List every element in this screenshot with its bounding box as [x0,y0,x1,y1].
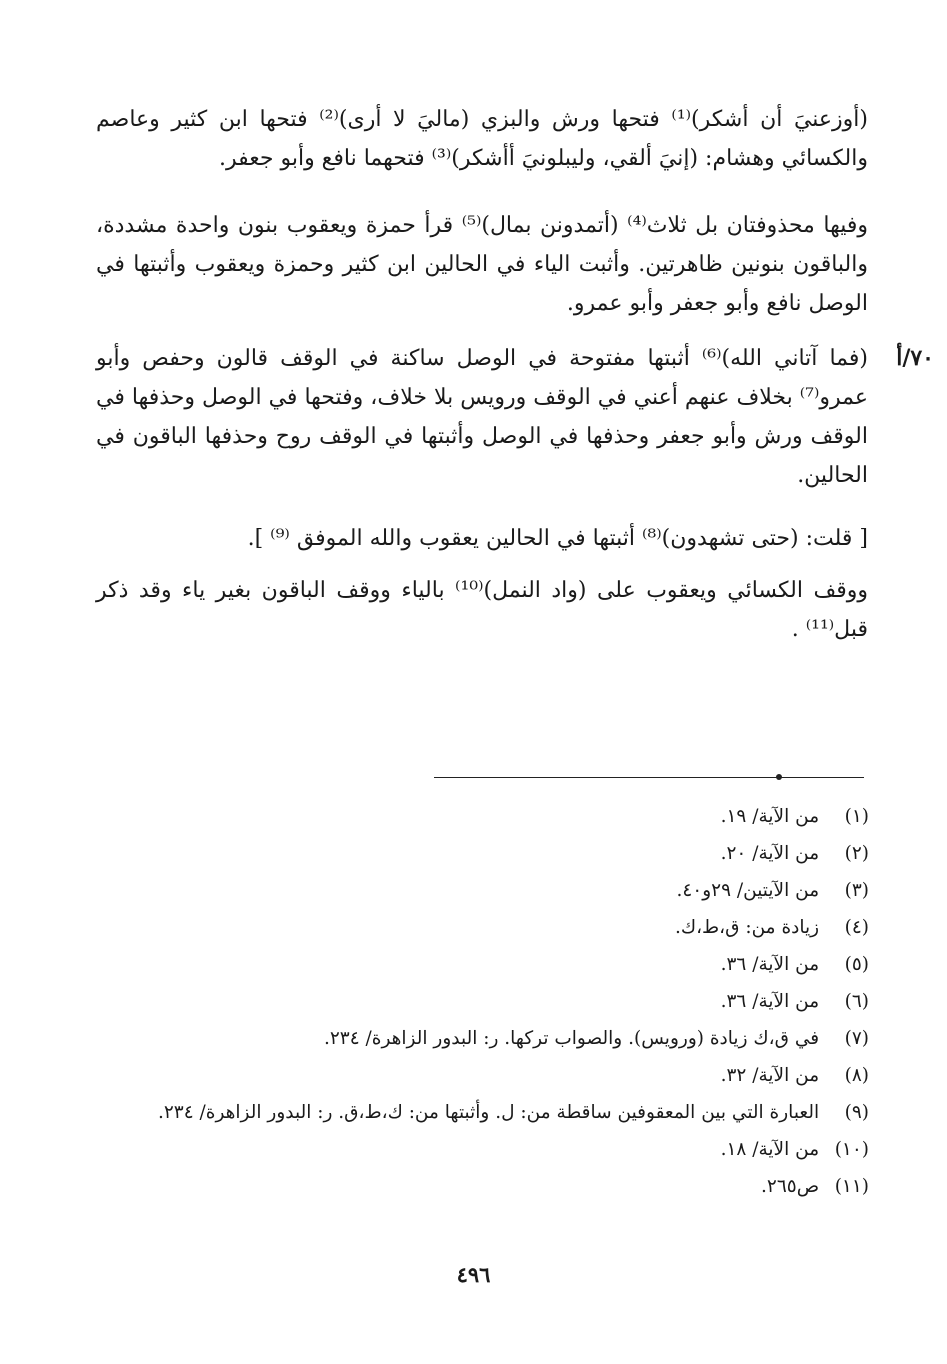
footnote-number: (٤) [844,917,869,938]
footnote-divider-dot [776,774,782,780]
footnote-text: ص٢٦٥. [761,1176,820,1197]
footnote-number: (٧) [844,1028,869,1049]
footnote-3 [109,872,869,909]
manuscript-folio-marker: ٧٠/أ [896,345,934,371]
footnote-11 [109,1168,869,1205]
footnote-number: (١) [844,806,869,827]
paragraph-2: وفيها محذوفتان بل ثلاث⁽⁴⁾ (أتمدونن بمال)⁽⁵⁾ قرأ حمزة ويعقوب بنون واحدة مشددة، والباقون بنونين ظاهرتين. وأثبت الياء في الحالين ابن كثير وحمزة ويعقوب وأثبتها في الوصل نافع وأبو جعفر وأبو عمرو. [96,213,868,316]
footnote-4 [109,909,869,946]
footnote-text: زيادة من: ق،ط،ك. [674,917,820,938]
footnote-number: (٢) [844,843,869,864]
footnote-6 [109,983,869,1020]
page-number: ٤٩٦ [456,1262,491,1287]
footnote-number: (٨) [844,1065,869,1086]
footnote-text: من الآية/ ١٨. [720,1139,820,1160]
paragraph-1: (أوزعنيَ أن أشكر)⁽¹⁾ فتحها ورش والبزي (ماليَ لا أرى)⁽²⁾ فتحها ابن كثير وعاصم والكسائي وهشام: (إنيَ ألقي، وليبلونيَ أأشكر)⁽³⁾ فتحهما نافع وأبو جعفر. [96,107,868,171]
footnote-number: (١٠) [834,1139,869,1160]
footnote-text: من الآيتين/ ٢٩و٤٠. [676,880,820,901]
footnote-number: (٦) [844,991,869,1012]
footnote-text: من الآية/ ١٩. [720,806,820,827]
footnote-5 [109,946,869,983]
footnote-7 [109,1020,869,1057]
footnote-number: (٩) [844,1102,869,1123]
footnote-number: (١١) [834,1176,869,1197]
paragraph-5: ووقف الكسائي ويعقوب على (واد النمل)⁽¹⁰⁾ بالياء ووقف الباقون بغير ياء وقد ذكر قبل⁽¹¹⁾ . [96,578,868,642]
footnotes-list [109,798,869,1205]
footnote-text: من الآية/ ٣٢. [720,1065,820,1086]
footnote-10 [109,1131,869,1168]
footnote-9 [109,1094,869,1131]
footnote-text: من الآية/ ٢٠. [720,843,820,864]
footnote-2 [109,835,869,872]
footnote-8 [109,1057,869,1094]
footnote-text: من الآية/ ٣٦. [720,954,820,975]
paragraph-4: [ قلت: (حتى تشهدون)⁽⁸⁾ أثبتها في الحالين يعقوب والله الموفق ⁽⁹⁾ ]. [247,526,868,551]
footnote-text: في ق،ك زيادة (ورويس). والصواب تركها. ر: البدور الزاهرة/ ٢٣٤. [323,1028,820,1049]
footnote-1 [109,798,869,835]
footnote-number: (٣) [844,880,869,901]
footnote-text: من الآية/ ٣٦. [720,991,820,1012]
paragraph-3: (فما آتاني الله)⁽⁶⁾ أثبتها مفتوحة في الوصل ساكنة في الوقف قالون وحفص وأبو عمرو⁽⁷⁾ بخلاف عنهم أعني في الوقف ورويس بلا خلاف، وفتحها في الوصل وحذفها في الوقف ورش وأبو جعفر وحذفها في الوصل وأثبتها في الوقف روح وحذفها الباقون في الحالين. [96,346,868,488]
footnote-number: (٥) [844,954,869,975]
footnote-divider [434,777,864,778]
footnote-text: العبارة التي بين المعقوفين ساقطة من: ل. وأثبتها من: ك،ط،ق. ر: البدور الزاهرة/ ٢٣٤. [157,1102,820,1123]
